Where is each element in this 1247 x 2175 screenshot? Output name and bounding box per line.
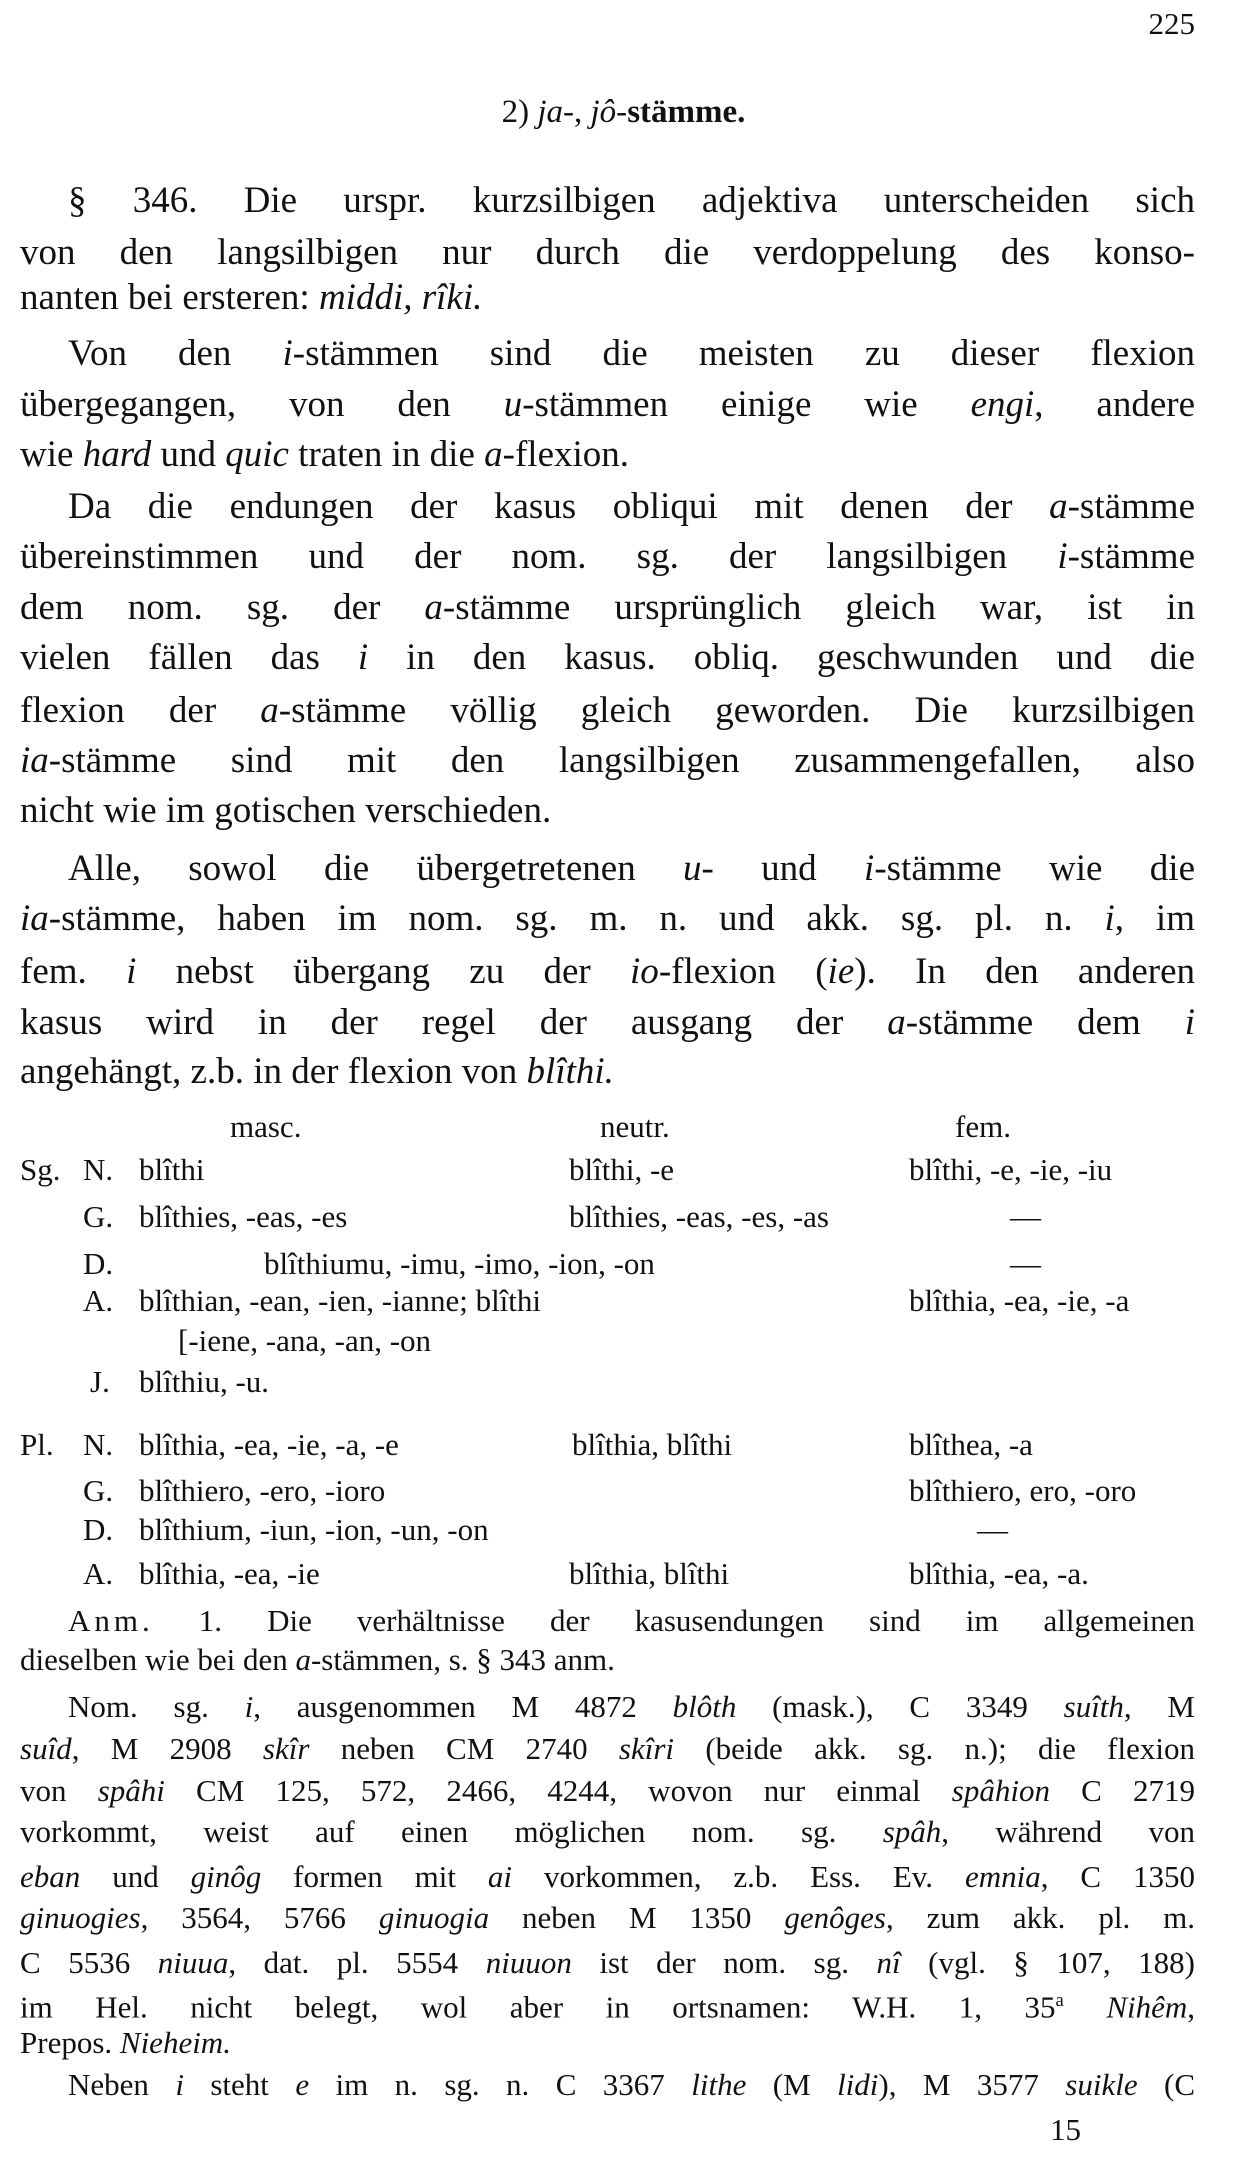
table-cell: G. bbox=[83, 1199, 114, 1234]
text-run: vorkommen, z.b. Ess. Ev. bbox=[512, 1859, 965, 1894]
paragraph-line bbox=[68, 329, 1195, 379]
italic-word: ie bbox=[827, 951, 855, 992]
text-run: dieselben wie bei den bbox=[20, 1642, 296, 1677]
italic-word: a bbox=[484, 434, 503, 475]
text-run: steht bbox=[183, 2067, 296, 2102]
paragraph-line bbox=[20, 998, 1195, 1048]
table-column-header: fem. bbox=[955, 1109, 1011, 1144]
italic-word: i bbox=[126, 951, 137, 992]
italic-word: skîr bbox=[262, 1731, 310, 1766]
italic-word: blôth bbox=[672, 1689, 737, 1724]
italic-word: middi, rîki. bbox=[318, 277, 483, 318]
table-cell: blîthia, -ea, -ie, -a bbox=[909, 1283, 1130, 1318]
italic-word: i bbox=[864, 848, 875, 889]
table-cell: blîthiu, -u. bbox=[139, 1364, 270, 1399]
text-run: übereinstimmen und der nom. sg. der langsilbigen bbox=[20, 536, 1058, 577]
italic-word: u bbox=[503, 384, 523, 425]
text-run: , dat. pl. 5554 bbox=[228, 1945, 486, 1980]
table-cell: D. bbox=[83, 1512, 114, 1547]
text-run: , zum akk. pl. m. bbox=[885, 1900, 1196, 1935]
italic-word: a bbox=[887, 1002, 906, 1043]
table-cell: blîthia, -ea, -ie bbox=[139, 1556, 320, 1591]
italic-word: Nieheim. bbox=[119, 2025, 231, 2060]
table-cell: — bbox=[1010, 1246, 1041, 1281]
text-run: , 3564, 5766 bbox=[140, 1900, 379, 1935]
text-run: , im bbox=[1114, 898, 1195, 939]
paragraph-line bbox=[20, 786, 1195, 836]
table-cell: G. bbox=[83, 1473, 114, 1508]
text-run: , während von bbox=[941, 1814, 1195, 1849]
text-run: Alle, sowol die übergetretenen bbox=[68, 848, 684, 889]
paragraph-line bbox=[68, 844, 1195, 894]
italic-word: u bbox=[683, 848, 702, 889]
text-run: -stämmen sind die meisten zu dieser flexion bbox=[292, 333, 1195, 374]
text-run: übergegangen, von den bbox=[20, 384, 504, 425]
italic-word: lithe bbox=[691, 2067, 747, 2102]
text-run: neben CM 2740 bbox=[309, 1731, 619, 1766]
text-run: -stämmen, s. § 343 anm. bbox=[310, 1642, 615, 1677]
italic-word: niuuon bbox=[485, 1945, 572, 1980]
table-cell: blîthiero, ero, -oro bbox=[909, 1473, 1137, 1508]
note-line bbox=[20, 1728, 1195, 1770]
text-run: , C 1350 bbox=[1040, 1859, 1195, 1894]
table-cell: blîthies, -eas, -es, -as bbox=[569, 1199, 829, 1234]
italic-word: nî bbox=[876, 1945, 901, 1980]
text-run: traten in die bbox=[288, 434, 485, 475]
heading-stem-ja: ja- bbox=[537, 94, 575, 130]
italic-word: emnia bbox=[964, 1859, 1041, 1894]
table-cell: blîthium, -iun, -ion, -un, -on bbox=[139, 1512, 489, 1547]
italic-word: eban bbox=[20, 1859, 81, 1894]
text-run: -stämme bbox=[1067, 486, 1195, 527]
note-line bbox=[20, 2022, 1195, 2064]
paragraph-line bbox=[68, 176, 1195, 226]
italic-word: suîth bbox=[1063, 1689, 1124, 1724]
text-run: -flexion ( bbox=[658, 951, 828, 992]
italic-word: a bbox=[424, 587, 443, 628]
table-cell: [-iene, -ana, -an, -on bbox=[178, 1323, 432, 1358]
text-run: 1. Die verhältnisse der kasusendungen sind im allgemeinen bbox=[153, 1603, 1195, 1638]
table-cell: Sg. bbox=[20, 1152, 61, 1187]
table-column-header: neutr. bbox=[600, 1109, 670, 1144]
text-run: -stämme wie die bbox=[874, 848, 1196, 889]
table-cell: Pl. bbox=[20, 1427, 54, 1462]
table-cell: blîthia, -ea, -ie, -a, -e bbox=[139, 1427, 399, 1462]
italic-word: io bbox=[630, 951, 659, 992]
italic-word: blîthi. bbox=[526, 1051, 614, 1092]
text-run: - und bbox=[701, 848, 865, 889]
paragraph-line bbox=[20, 228, 1195, 278]
italic-word: niuua bbox=[157, 1945, 229, 1980]
page-number: 225 bbox=[1148, 6, 1195, 41]
table-cell: blîthiumu, -imu, -imo, -ion, -on bbox=[264, 1246, 655, 1281]
table-cell: blîthia, blîthi bbox=[569, 1556, 730, 1591]
italic-word: engi bbox=[970, 384, 1035, 425]
paragraph-line bbox=[68, 482, 1195, 532]
italic-word: quic bbox=[225, 434, 289, 475]
text-run: CM 125, 572, 2466, 4244, wovon nur einmal bbox=[164, 1773, 952, 1808]
text-run: Von den bbox=[68, 333, 283, 374]
text-run: ist der nom. sg. bbox=[571, 1945, 877, 1980]
paragraph-line bbox=[20, 947, 1195, 997]
text-run: ). In den anderen bbox=[854, 951, 1196, 992]
italic-word: e bbox=[295, 2067, 310, 2102]
text-run: ), M 3577 bbox=[878, 2067, 1066, 2102]
table-cell: N. bbox=[83, 1152, 114, 1187]
text-run: , M bbox=[1123, 1689, 1195, 1724]
text-run: , bbox=[1187, 1989, 1195, 2025]
italic-word: lidi bbox=[837, 2067, 879, 2102]
table-cell: blîthies, -eas, -es bbox=[139, 1199, 348, 1234]
text-run: Neben bbox=[68, 2067, 176, 2102]
text-run: (beide akk. sg. n.); die flexion bbox=[674, 1731, 1195, 1766]
paragraph-line bbox=[20, 736, 1195, 786]
italic-word: i bbox=[282, 333, 293, 374]
italic-word: i bbox=[357, 637, 369, 678]
italic-word: suîd bbox=[20, 1731, 72, 1766]
text-run: vorkommt, weist auf einen möglichen nom. sg. bbox=[20, 1814, 883, 1849]
text-run: -stämmen einige wie bbox=[522, 384, 971, 425]
text-run: a bbox=[1055, 1990, 1064, 2011]
table-cell: blîthiero, -ero, -ioro bbox=[139, 1473, 386, 1508]
text-run: im Hel. nicht belegt, wol aber in ortsnamen: W.H. 1, 35 bbox=[20, 1989, 1056, 2025]
italic-word: a bbox=[295, 1642, 311, 1677]
text-run: von bbox=[20, 1773, 98, 1808]
text-run: (mask.), C 3349 bbox=[736, 1689, 1064, 1724]
text-run: -flexion. bbox=[502, 434, 630, 475]
text-run: -stämme ursprünglich gleich war, ist in bbox=[442, 587, 1195, 628]
italic-word: spâh bbox=[882, 1814, 942, 1849]
text-run: Anm. bbox=[68, 1603, 154, 1638]
paragraph-line bbox=[20, 633, 1195, 683]
text-run: von den langsilbigen nur durch die verdoppelung des konso- bbox=[20, 232, 1195, 273]
text-run: nebst übergang zu der bbox=[136, 951, 631, 992]
text-run: -stämme bbox=[1067, 536, 1195, 577]
text-run: und bbox=[80, 1859, 191, 1894]
table-cell: blîthi, -e, -ie, -iu bbox=[909, 1152, 1113, 1187]
heading-stem-jo: jô- bbox=[590, 94, 628, 130]
paragraph-line bbox=[20, 273, 1195, 323]
italic-word: i bbox=[1184, 1002, 1195, 1043]
table-cell: blîthi, -e bbox=[569, 1152, 675, 1187]
table-cell: N. bbox=[83, 1427, 114, 1462]
text-run: Nom. sg. bbox=[68, 1689, 245, 1724]
note-line bbox=[20, 1811, 1195, 1853]
italic-word: i bbox=[1104, 898, 1115, 939]
note-line bbox=[20, 1856, 1195, 1898]
text-run: neben M 1350 bbox=[489, 1900, 785, 1935]
note-line bbox=[20, 1639, 1195, 1681]
heading-number: 2) bbox=[501, 94, 538, 130]
text-run: , andere bbox=[1034, 384, 1196, 425]
paragraph-line bbox=[20, 430, 1195, 480]
text-run: Prepos. bbox=[20, 2025, 120, 2060]
table-cell: — bbox=[1010, 1199, 1041, 1234]
text-run: angehängt, z.b. in der flexion von bbox=[20, 1051, 527, 1092]
text-run: nanten bei ersteren: bbox=[20, 277, 319, 318]
table-cell: A. bbox=[83, 1556, 114, 1591]
paragraph-line bbox=[20, 894, 1195, 944]
section-heading bbox=[0, 94, 1247, 131]
paragraph-line bbox=[20, 1047, 1195, 1097]
italic-word: i bbox=[1057, 536, 1068, 577]
text-run: vielen fällen das bbox=[20, 637, 358, 678]
text-run: § 346. Die urspr. kurzsilbigen adjektiva unterscheiden sich bbox=[68, 180, 1195, 221]
italic-word: hard bbox=[82, 434, 152, 475]
text-run bbox=[1064, 1989, 1107, 2024]
note-line bbox=[68, 2064, 1195, 2106]
italic-word: ginôg bbox=[190, 1859, 262, 1894]
table-cell: — bbox=[977, 1512, 1008, 1547]
note-line bbox=[20, 1770, 1195, 1812]
text-run: (M bbox=[746, 2067, 838, 2102]
text-run: (vgl. § 107, 188) bbox=[900, 1945, 1195, 1980]
table-cell: blîthian, -ean, -ien, -ianne; blîthi bbox=[139, 1283, 542, 1318]
text-run: -stämme dem bbox=[905, 1002, 1185, 1043]
italic-word: skîri bbox=[618, 1731, 675, 1766]
paragraph-line bbox=[20, 532, 1195, 582]
italic-word: genôges bbox=[784, 1900, 886, 1935]
italic-word: Nihêm bbox=[1106, 1989, 1188, 2025]
text-run: und bbox=[151, 434, 226, 475]
text-run: (C bbox=[1137, 2067, 1196, 2102]
paragraph-line bbox=[20, 686, 1195, 736]
text-run: -stämme völlig gleich geworden. Die kurzsilbigen bbox=[278, 690, 1195, 731]
text-run: flexion der bbox=[20, 690, 261, 731]
table-column-header: masc. bbox=[230, 1109, 302, 1144]
italic-word: suikle bbox=[1065, 2067, 1138, 2102]
italic-word: ginuogia bbox=[378, 1900, 490, 1935]
text-run: formen mit bbox=[261, 1859, 488, 1894]
text-run: -stämme, haben im nom. sg. m. n. und akk. sg. pl. n. bbox=[48, 898, 1105, 939]
note-line bbox=[68, 1686, 1195, 1728]
text-run: wie bbox=[20, 434, 83, 475]
signature-mark: 15 bbox=[1050, 2112, 1081, 2147]
table-cell: J. bbox=[90, 1364, 110, 1399]
italic-word: ai bbox=[487, 1859, 513, 1894]
italic-word: spâhion bbox=[951, 1773, 1050, 1808]
text-run: kasus wird in der regel der ausgang der bbox=[20, 1002, 888, 1043]
table-cell: blîthia, blîthi bbox=[572, 1427, 733, 1462]
table-cell: D. bbox=[83, 1246, 114, 1281]
text-run: -stämme sind mit den langsilbigen zusammengefallen, also bbox=[48, 740, 1195, 781]
paragraph-line bbox=[20, 583, 1195, 633]
paragraph-line bbox=[20, 380, 1195, 430]
italic-word: spâhi bbox=[97, 1773, 165, 1808]
italic-word: ginuogies bbox=[20, 1900, 141, 1935]
table-cell: blîthea, -a bbox=[909, 1427, 1033, 1462]
italic-word: i bbox=[175, 2067, 184, 2102]
note-line bbox=[68, 1600, 1195, 1642]
text-run: , ausgenommen M 4872 bbox=[253, 1689, 673, 1724]
italic-word: a bbox=[260, 690, 279, 731]
italic-word: i bbox=[244, 1689, 254, 1724]
table-cell: A. bbox=[83, 1283, 114, 1318]
heading-sep: , bbox=[574, 94, 591, 130]
text-run: nicht wie im gotischen verschieden. bbox=[20, 790, 552, 831]
italic-word: ia bbox=[20, 898, 49, 939]
text-run: , M 2908 bbox=[71, 1731, 263, 1766]
italic-word: ia bbox=[20, 740, 49, 781]
text-run: C 2719 bbox=[1049, 1773, 1195, 1808]
text-run: dem nom. sg. der bbox=[20, 587, 425, 628]
text-run: in den kasus. obliq. geschwunden und die bbox=[368, 637, 1195, 678]
text-run: fem. bbox=[20, 951, 127, 992]
note-line bbox=[20, 1897, 1195, 1939]
table-cell: blîthi bbox=[139, 1152, 205, 1187]
heading-rest: stämme. bbox=[627, 94, 746, 130]
note-line bbox=[20, 1942, 1195, 1984]
text-run: C 5536 bbox=[20, 1945, 158, 1980]
text-run: Da die endungen der kasus obliqui mit denen der bbox=[68, 486, 1050, 527]
italic-word: a bbox=[1049, 486, 1068, 527]
table-cell: blîthia, -ea, -a. bbox=[909, 1556, 1089, 1591]
text-run: im n. sg. n. C 3367 bbox=[309, 2067, 692, 2102]
